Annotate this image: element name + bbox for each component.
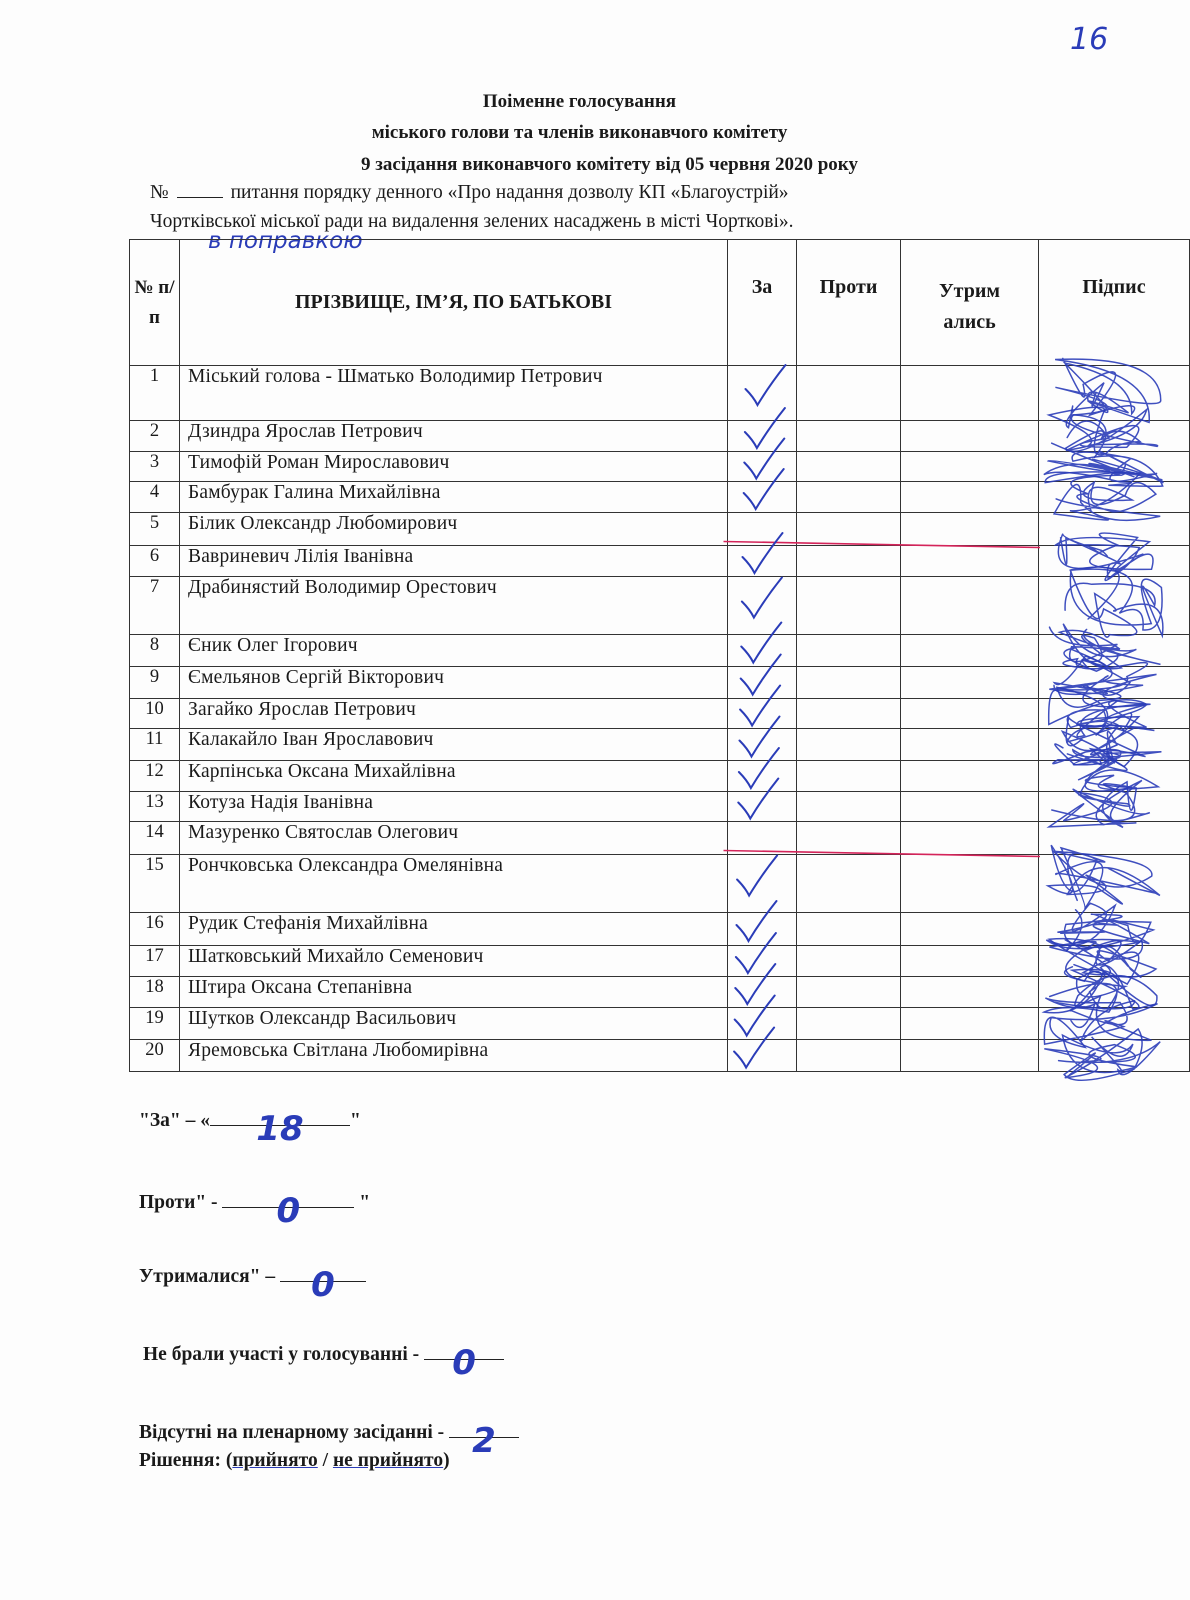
member-name: Карпінська Оксана Михайлівна (180, 761, 728, 792)
decision-not-adopted: не прийнято (332, 1450, 444, 1471)
checkmark-icon (736, 933, 776, 973)
member-name: Рончковська Олександра Омелянівна (180, 855, 728, 913)
strike-line (724, 851, 1041, 857)
member-name: Єник Олег Ігорович (180, 635, 728, 667)
question-text-1: питання порядку денного «Про надання дозволу КП «Благоустрій» (230, 182, 789, 203)
checkmark-icon (735, 996, 775, 1036)
result-not-voted-value: 0 (452, 1343, 476, 1383)
header-name: ПРІЗВИЩЕ, ІМ’Я, ПО БАТЬКОВІ (180, 240, 728, 366)
member-name: Загайко Ярослав Петрович (180, 699, 728, 729)
row-number: 5 (130, 513, 180, 546)
checkmark-icon (737, 856, 777, 896)
row-number: 8 (130, 635, 180, 667)
row-number: 7 (130, 577, 180, 635)
result-for-blank (210, 1109, 350, 1149)
document-title: Поіменне голосування (482, 91, 677, 112)
member-name: Бамбурак Галина Михайлівна (180, 482, 728, 513)
handwritten-note: в поправкою (208, 228, 363, 254)
row-number: 19 (130, 1008, 180, 1040)
result-abstained (139, 1265, 366, 1305)
row-number: 14 (130, 822, 180, 855)
member-name: Калакайло Іван Ярославович (180, 729, 728, 761)
result-against-blank (222, 1191, 354, 1231)
member-name: Котуза Надія Іванівна (180, 792, 728, 822)
member-name: Ємельянов Сергій Вікторович (180, 667, 728, 699)
checkmark-icon (737, 901, 777, 941)
member-name: Міський голова - Шматько Володимир Петрович (180, 366, 728, 421)
checkmark-icon (744, 439, 784, 479)
row-number: 3 (130, 452, 180, 482)
row-number: 11 (130, 729, 180, 761)
header-abstained: Утрим ались (901, 240, 1039, 366)
decision-line (139, 1450, 450, 1472)
row-number: 9 (130, 667, 180, 699)
checkmark-icon (742, 578, 782, 618)
result-against-value: 0 (276, 1191, 301, 1231)
header-for: За (728, 240, 797, 366)
result-absent-blank (449, 1421, 519, 1461)
result-against-close: " (359, 1192, 371, 1213)
document-subtitle: міського голови та членів виконавчого комітету (371, 122, 788, 143)
member-name: Рудик Стефанія Михайлівна (180, 913, 728, 946)
result-for-close: " (349, 1110, 361, 1131)
decision-label: Рішення: (139, 1450, 221, 1471)
checkmark-icon (741, 655, 781, 695)
result-not-voted (143, 1343, 504, 1383)
member-name: Мазуренко Святослав Олегович (180, 822, 728, 855)
row-number: 13 (130, 792, 180, 822)
page-number: 16 (1070, 22, 1109, 57)
decision-open: ( (225, 1450, 233, 1471)
member-name: Вавриневич Лілія Іванівна (180, 546, 728, 577)
decision-separator: / (317, 1450, 333, 1471)
result-abstained-value: 0 (311, 1265, 335, 1305)
member-name: Шутков Олександр Васильович (180, 1008, 728, 1040)
meeting-line: 9 засідання виконавчого комітету від 05 червня 2020 року (361, 154, 858, 175)
checkmark-icon (740, 686, 780, 726)
member-name: Дзиндра Ярослав Петрович (180, 421, 728, 452)
row-number: 10 (130, 699, 180, 729)
header-against: Проти (797, 240, 901, 366)
checkmark-icon (744, 469, 784, 509)
row-number: 2 (130, 421, 180, 452)
checkmark-icon (739, 748, 779, 788)
row-number: 12 (130, 761, 180, 792)
result-abstained-blank (280, 1265, 366, 1305)
row-number: 15 (130, 855, 180, 913)
result-not-voted-label: Не брали участі у голосуванні - (143, 1344, 420, 1365)
member-name: Штира Оксана Степанівна (180, 977, 728, 1008)
result-not-voted-blank (424, 1343, 504, 1383)
row-number: 4 (130, 482, 180, 513)
checkmark-icon (745, 408, 785, 448)
question-line-2: Чортківської міської ради на видалення зелених насаджень в місті Чорткові». (150, 211, 794, 232)
member-name: Шатковський Михайло Семенович (180, 946, 728, 977)
header-signature: Підпис (1039, 240, 1190, 366)
result-abstained-label: Утрималися" – (139, 1266, 276, 1287)
row-number: 18 (130, 977, 180, 1008)
result-absent-value: 2 (472, 1421, 496, 1461)
result-for-label: "За" – « (139, 1110, 210, 1131)
header-num: № п/ п (130, 240, 180, 366)
result-against-label: Проти" - (139, 1192, 218, 1213)
result-against (139, 1191, 371, 1231)
question-number-sign: № (150, 182, 169, 203)
checkmark-icon (743, 533, 783, 573)
decision-close: ) (443, 1450, 450, 1471)
result-for-value: 18 (256, 1109, 304, 1149)
checkmark-icon (741, 623, 781, 663)
row-number: 16 (130, 913, 180, 946)
decision-adopted: прийнято (232, 1450, 318, 1471)
row-number: 20 (130, 1040, 180, 1072)
checkmark-icon (746, 365, 786, 405)
checkmark-icon (738, 779, 778, 819)
result-for (139, 1109, 361, 1149)
member-name: Тимофій Роман Мирославович (180, 452, 728, 482)
result-absent-label: Відсутні на пленарному засіданні - (139, 1422, 445, 1443)
member-name: Драбинястий Володимир Орестович (180, 577, 728, 635)
checkmark-icon (735, 964, 775, 1004)
row-number: 6 (130, 546, 180, 577)
row-number: 1 (130, 366, 180, 421)
row-number: 17 (130, 946, 180, 977)
member-name: Білик Олександр Любомирович (180, 513, 728, 546)
checkmark-icon (734, 1028, 774, 1068)
checkmark-icon (740, 717, 780, 757)
member-name: Яремовська Світлана Любомирівна (180, 1040, 728, 1072)
